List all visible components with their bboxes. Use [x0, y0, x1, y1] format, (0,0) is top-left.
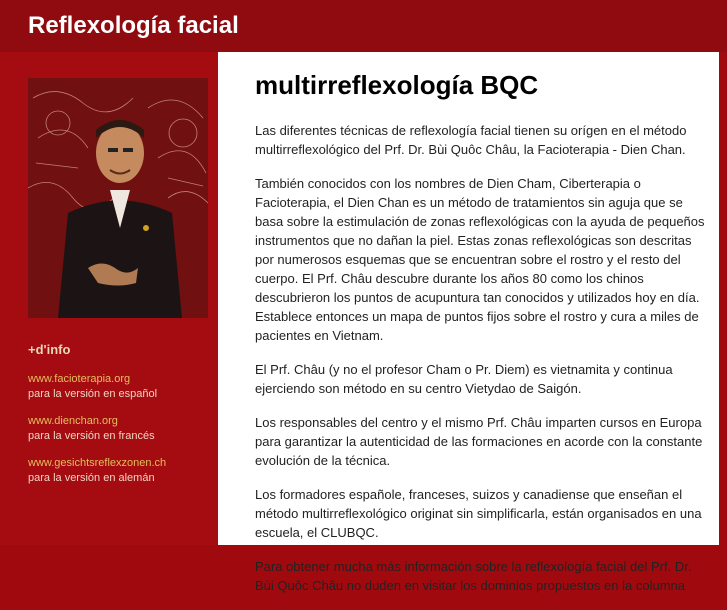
- portrait-illustration: [28, 78, 208, 318]
- right-border-strip: [719, 52, 727, 545]
- paragraph-5: Los formadores españole, franceses, suizos y canadiense que enseñan el método multirreflexológico originat sin simplificarla, están organisados en una escuela, el CLUBQC.: [255, 487, 702, 540]
- paragraph-4: Los responsables del centro y el mismo Prf. Châu imparten cursos en Europa para garantizar la autenticidad de las formaciones en acorde con la constante evolución de la técnica.: [255, 415, 703, 468]
- link-note-spanish: para la versión en español: [28, 388, 158, 400]
- paragraph-1: Las diferentes técnicas de reflexología facial tienen su orígen en el método multirreflexológico del Prf. Dr. Bùi Quôc Châu, la Facioterapia - Dien Chan.: [255, 123, 687, 157]
- link-note-german: para la versión en alemán: [28, 472, 155, 484]
- link-group-gesichtsreflexzonen: [28, 456, 166, 486]
- page-title: multirreflexología BQC: [255, 70, 539, 100]
- link-dienchan[interactable]: www.dienchan.org: [28, 415, 118, 427]
- portrait-photo: [28, 78, 208, 318]
- link-facioterapia[interactable]: www.facioterapia.org: [28, 373, 131, 385]
- header: [0, 0, 727, 52]
- link-gesichtsreflexzonen[interactable]: www.gesichtsreflexzonen.ch: [28, 457, 167, 469]
- paragraph-2: También conocidos con los nombres de Dien Cham, Ciberterapia o Facioterapia, el Dien Chan es un método de tratamientos sin aguja que se basa sobre la estimulación de zonas reflexológicas con la ayuda de pequeños instrumentos que no dañan la piel. Estas zonas reflexológicas son descritas por numerosos esquemas que se encuentran sobre el rostro y el resto del cuerpo. El Prf. Châu descubre durante los años 80 como los chinos descubrieron los puntos de acupuntura tan conocidos y utilizados hoy en día. Establece entonces un mapa de puntos fijos sobre el rostro y cura a miles de pacientes en Vietnam.: [255, 176, 705, 343]
- main-content: [218, 52, 719, 593]
- link-group-facioterapia: [28, 372, 157, 402]
- content-inner: [255, 70, 705, 610]
- paragraph-6: Para obtener mucha más información sobre la reflexología facial del Prf. Dr. Bùi Quôc Châu no duden en visitar los dominios propuestos en la columna: [255, 559, 692, 593]
- link-group-dienchan: [28, 414, 155, 444]
- site-title: Reflexología facial: [28, 12, 239, 39]
- paragraph-3: El Prf. Châu (y no el profesor Cham o Pr. Diem) es vietnamita y continua ejerciendo son método en su centro Vietydao de Saigón.: [255, 362, 673, 396]
- link-note-french: para la versión en francés: [28, 430, 155, 442]
- sidebar-heading: +d'info: [28, 342, 71, 357]
